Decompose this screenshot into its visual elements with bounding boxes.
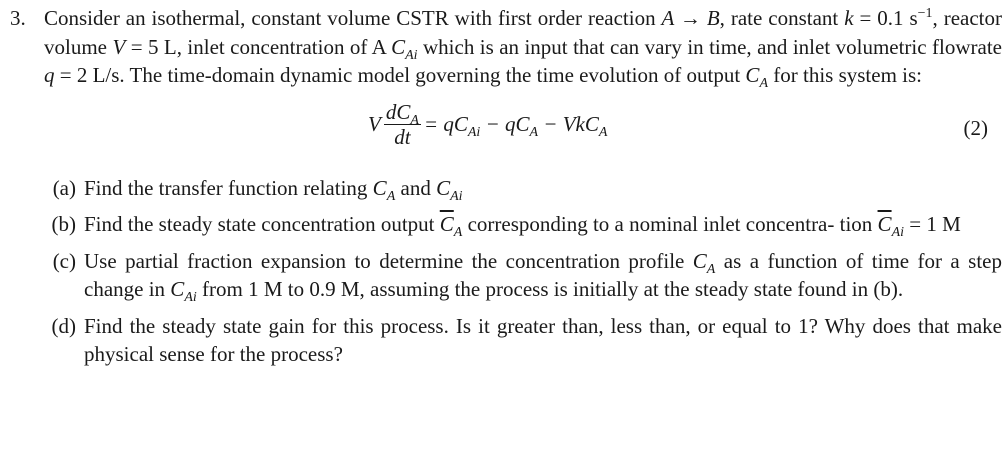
part-a-ca-subscript: A (386, 188, 396, 204)
rhs-term-3: − VkC (538, 111, 599, 136)
part-c-ca-subscript: A (706, 261, 716, 277)
eq-rhs (424, 110, 608, 139)
part-a-text (84, 174, 1002, 203)
part-a (10, 174, 1002, 203)
part-c-ca-symbol: C (692, 248, 707, 273)
intro-text-1: Consider an isothermal, constant volume CSTR with first order reaction (44, 6, 662, 30)
sub-questions (10, 174, 1002, 369)
intro-text-2: , rate constant (719, 6, 845, 30)
cai-symbol: C (391, 34, 406, 59)
ca-symbol: C (745, 63, 760, 87)
part-b-text (84, 210, 1002, 239)
part-d-text: Find the steady state gain for this process. Is it greater than, less than, or equal to 1? Why does that make physical sense for the process? (84, 313, 1002, 366)
part-c-text-1: Use partial fraction expansion to determine the concentration profile (84, 248, 693, 273)
reaction: A → B (661, 6, 720, 30)
part-c-text-3: from 1 M to 0.9 M, assuming the process is initially at the steady state found in (b). (196, 277, 904, 301)
numerator-subscript: A (410, 112, 419, 128)
part-d (10, 312, 1002, 369)
part-b-cai-bar-symbol: $\overline{C}$ (877, 212, 892, 236)
problem-statement (10, 4, 1002, 90)
part-a-cai-subscript: Ai (450, 188, 463, 204)
rhs-sub-1: Ai (467, 124, 481, 140)
rhs-term-2: − qC (480, 111, 530, 136)
v-value: = 5 L, inlet concentration of A (125, 34, 392, 59)
equation-number: (2) (963, 115, 988, 140)
k-exponent: −1 (917, 6, 933, 21)
part-a-text-2: and (395, 175, 437, 200)
part-c (10, 247, 1002, 304)
fraction-numerator (384, 99, 421, 128)
v-symbol: V (112, 34, 126, 59)
part-b-label: (b) (51, 212, 76, 236)
rhs-sub-2: A (529, 124, 539, 140)
eq-lhs-v: V (368, 111, 381, 136)
k-symbol: k (844, 6, 854, 30)
part-b-ca-subscript: A (453, 225, 463, 240)
rhs-sub-3: A (598, 124, 608, 140)
problem-intro (44, 4, 1002, 90)
derivative-fraction (384, 100, 421, 149)
q-value: = 2 L/s. The time-domain dynamic model governing the time evolution of output (54, 63, 746, 87)
part-c-text-2: as a function of time for a step change in (84, 248, 1003, 301)
part-b-text-2: corresponding to a nominal inlet concentra- tion (462, 212, 878, 236)
part-c-text (84, 247, 1002, 304)
part-b-cai-subscript: Ai (891, 225, 905, 240)
part-a-ca-symbol: C (372, 175, 387, 200)
cai-subscript: Ai (405, 47, 418, 63)
problem-3 (10, 4, 1002, 377)
part-a-label: (a) (52, 175, 76, 200)
intro-text-4: which is an input that can vary in time, and inlet volumetric flowrate (417, 34, 1002, 59)
part-b-text-1: Find the steady state concentration output (84, 212, 440, 236)
fraction-denominator: dt (394, 124, 411, 149)
part-b-text-3: = 1 M (904, 212, 961, 236)
intro-text-3: , reactor volume (44, 6, 1003, 59)
part-c-label: (c) (52, 248, 76, 273)
numerator-text: dC (385, 99, 411, 124)
part-a-text-1: Find the transfer function relating (84, 175, 373, 200)
k-value: = 0.1 s (853, 6, 918, 30)
part-c-cai-symbol: C (170, 277, 185, 301)
problem-number: 3. (10, 6, 26, 30)
part-b (10, 210, 1002, 239)
q-symbol: q (44, 63, 55, 87)
part-b-ca-bar-symbol: $\overline{C}$ (439, 212, 454, 236)
intro-text-5: for this system is: (768, 63, 923, 87)
part-a-cai-symbol: C (436, 175, 451, 200)
rhs-term-1: = qC (423, 111, 468, 136)
part-d-label: (d) (51, 313, 76, 338)
equation-body (368, 100, 607, 149)
equation-2 (10, 92, 1002, 174)
part-c-cai-subscript: Ai (184, 290, 197, 305)
ca-subscript: A (759, 76, 768, 91)
